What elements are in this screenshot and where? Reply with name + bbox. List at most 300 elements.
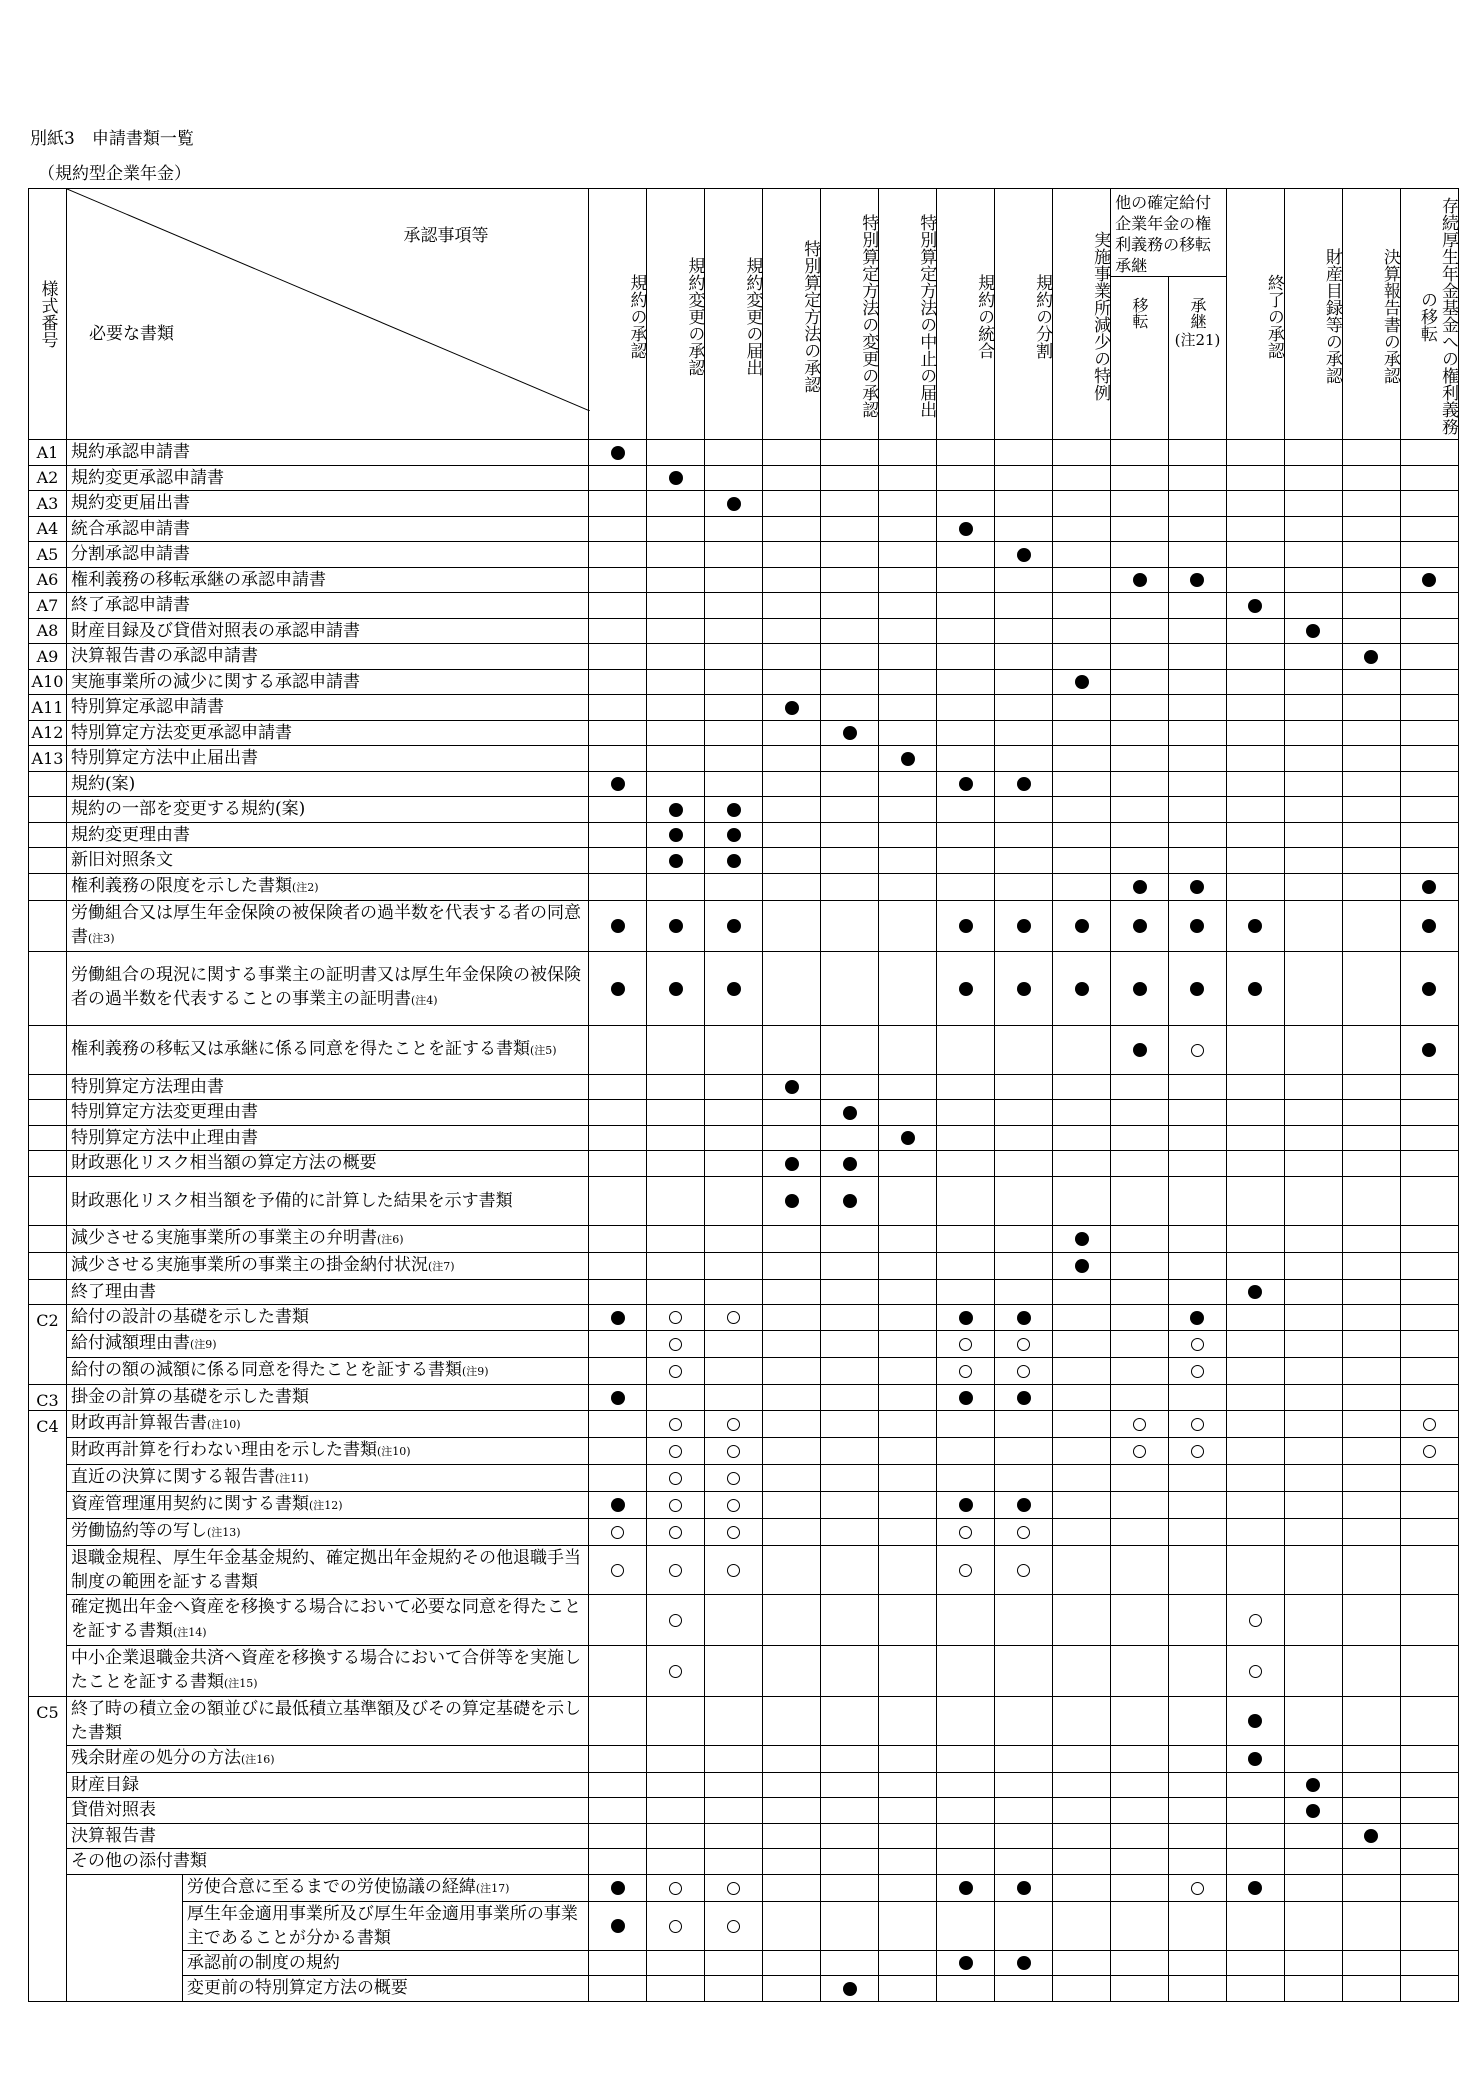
document-name: 直近の決算に関する報告書	[70, 1466, 275, 1487]
mark-cell	[1226, 1357, 1284, 1384]
filled-circle-icon	[727, 803, 741, 817]
mark-cell	[995, 1410, 1053, 1437]
mark-cell	[763, 542, 821, 568]
mark-cell	[879, 1074, 937, 1100]
mark-cell	[647, 1410, 705, 1437]
mark-cell	[647, 848, 705, 874]
mark-cell	[937, 1491, 995, 1518]
mark-cell	[995, 1950, 1053, 1976]
open-circle-icon	[727, 1526, 740, 1539]
mark-cell	[821, 1151, 879, 1177]
mark-cell	[937, 1437, 995, 1464]
mark-cell	[1342, 1384, 1400, 1410]
mark-cell	[763, 516, 821, 542]
mark-cell	[879, 1745, 937, 1772]
mark-cell	[763, 695, 821, 721]
filled-circle-icon	[1364, 650, 1378, 664]
mark-cell	[647, 669, 705, 695]
mark-cell	[821, 1696, 879, 1745]
document-cell	[66, 900, 589, 951]
mark-cell	[937, 1518, 995, 1545]
mark-cell	[1111, 516, 1169, 542]
mark-cell	[763, 848, 821, 874]
mark-cell	[589, 567, 647, 593]
mark-cell	[1226, 542, 1284, 568]
mark-cell	[1284, 797, 1342, 823]
mark-cell	[1284, 1823, 1342, 1849]
mark-cell	[1169, 542, 1227, 568]
document-cell	[182, 1874, 589, 1901]
table-row	[29, 771, 1459, 797]
mark-cell	[1284, 720, 1342, 746]
mark-cell	[1342, 900, 1400, 951]
mark-cell	[1400, 465, 1458, 491]
filled-circle-icon	[669, 803, 683, 817]
mark-cell	[937, 695, 995, 721]
open-circle-icon	[959, 1338, 972, 1351]
mark-cell	[647, 567, 705, 593]
mark-cell	[1111, 644, 1169, 670]
mark-cell	[1226, 567, 1284, 593]
document-cell	[182, 1901, 589, 1950]
mark-cell	[1400, 1594, 1458, 1645]
mark-cell	[821, 1645, 879, 1696]
document-cell	[66, 1074, 589, 1100]
mark-cell	[705, 1305, 763, 1331]
mark-cell	[1169, 618, 1227, 644]
table-row	[29, 720, 1459, 746]
mark-cell	[1226, 1901, 1284, 1950]
mark-cell	[763, 618, 821, 644]
mark-cell	[937, 1798, 995, 1824]
mark-cell	[879, 465, 937, 491]
mark-cell	[647, 1772, 705, 1798]
mark-cell	[937, 720, 995, 746]
mark-cell	[1284, 1901, 1342, 1950]
mark-cell	[589, 873, 647, 900]
open-circle-icon	[669, 1499, 682, 1512]
filled-circle-icon	[1017, 548, 1031, 562]
mark-cell	[1111, 695, 1169, 721]
mark-cell	[1284, 618, 1342, 644]
mark-cell	[1111, 1950, 1169, 1976]
document-name: 権利義務の限度を示した書類	[70, 875, 292, 896]
mark-cell	[1169, 1545, 1227, 1594]
mark-cell	[995, 1437, 1053, 1464]
open-circle-icon	[1191, 1338, 1204, 1351]
table-row	[29, 1823, 1459, 1849]
mark-cell	[705, 1225, 763, 1252]
mark-cell	[1053, 900, 1111, 951]
filled-circle-icon	[1017, 777, 1031, 791]
mark-cell	[1111, 797, 1169, 823]
mark-cell	[1111, 491, 1169, 517]
mark-cell	[879, 1849, 937, 1875]
open-circle-icon	[669, 1882, 682, 1895]
mark-cell	[1226, 669, 1284, 695]
document-cell	[66, 822, 589, 848]
mark-cell	[763, 1279, 821, 1305]
document-cell	[66, 669, 589, 695]
mark-cell	[1284, 440, 1342, 466]
form-code: A11	[29, 695, 67, 721]
mark-cell	[1169, 1100, 1227, 1126]
mark-cell	[647, 1901, 705, 1950]
mark-cell	[589, 1025, 647, 1074]
mark-cell	[821, 900, 879, 951]
mark-cell	[1169, 1225, 1227, 1252]
filled-circle-icon	[611, 982, 625, 996]
mark-cell	[647, 1823, 705, 1849]
mark-cell	[937, 1645, 995, 1696]
mark-cell	[705, 1645, 763, 1696]
mark-cell	[1400, 1976, 1458, 2002]
mark-cell	[1284, 1545, 1342, 1594]
mark-cell	[705, 491, 763, 517]
mark-cell	[937, 1357, 995, 1384]
mark-cell	[1111, 1151, 1169, 1177]
mark-cell	[1053, 542, 1111, 568]
mark-cell	[1053, 746, 1111, 772]
mark-cell	[1284, 1874, 1342, 1901]
mark-cell	[937, 593, 995, 619]
mark-cell	[763, 720, 821, 746]
document-cell	[66, 593, 589, 619]
filled-circle-icon	[843, 1982, 857, 1996]
mark-cell	[1053, 1545, 1111, 1594]
mark-cell	[821, 720, 879, 746]
mark-cell	[1226, 1176, 1284, 1225]
mark-cell	[1342, 746, 1400, 772]
open-circle-icon	[727, 1472, 740, 1485]
mark-cell	[879, 1125, 937, 1151]
mark-cell	[995, 873, 1053, 900]
col-header-8: 実施事業所減少の特例	[1053, 189, 1111, 440]
mark-cell	[1226, 516, 1284, 542]
mark-cell	[1053, 771, 1111, 797]
table-row	[29, 1798, 1459, 1824]
mark-cell	[995, 720, 1053, 746]
mark-cell	[705, 465, 763, 491]
document-name: 権利義務の移転承継の承認申請書	[70, 569, 326, 590]
document-cell	[66, 1491, 589, 1518]
mark-cell	[647, 593, 705, 619]
mark-cell	[763, 822, 821, 848]
mark-cell	[995, 1901, 1053, 1950]
filled-circle-icon	[669, 982, 683, 996]
mark-cell	[1284, 1025, 1342, 1074]
mark-cell	[1111, 1100, 1169, 1126]
mark-cell	[705, 1518, 763, 1545]
mark-cell	[1400, 516, 1458, 542]
mark-cell	[937, 1950, 995, 1976]
mark-cell	[1111, 848, 1169, 874]
footnote-ref: (注16)	[240, 1752, 275, 1766]
document-cell	[66, 1357, 589, 1384]
mark-cell	[1169, 951, 1227, 1025]
form-code	[29, 1125, 67, 1151]
mark-cell	[821, 1305, 879, 1331]
mark-cell	[1342, 797, 1400, 823]
mark-cell	[1111, 1976, 1169, 2002]
document-cell	[66, 1125, 589, 1151]
mark-cell	[1284, 1696, 1342, 1745]
mark-cell	[1169, 1125, 1227, 1151]
mark-cell	[1169, 1025, 1227, 1074]
form-code	[29, 1100, 67, 1126]
mark-cell	[821, 848, 879, 874]
mark-cell	[1169, 1696, 1227, 1745]
document-name: 決算報告書	[70, 1825, 156, 1846]
mark-cell	[1053, 1384, 1111, 1410]
mark-cell	[1284, 1594, 1342, 1645]
open-circle-icon	[1191, 1044, 1204, 1057]
col-header-3: 特別算定方法の承認	[763, 189, 821, 440]
document-cell	[66, 873, 589, 900]
mark-cell	[1053, 465, 1111, 491]
mark-cell	[995, 1849, 1053, 1875]
mark-cell	[1226, 1823, 1284, 1849]
form-code: A10	[29, 669, 67, 695]
mark-cell	[647, 1330, 705, 1357]
mark-cell	[589, 848, 647, 874]
mark-cell	[647, 1074, 705, 1100]
mark-cell	[1284, 1410, 1342, 1437]
mark-cell	[1226, 1696, 1284, 1745]
mark-cell	[763, 1518, 821, 1545]
mark-cell	[995, 822, 1053, 848]
mark-cell	[1400, 1100, 1458, 1126]
document-name: その他の添付書類	[70, 1851, 207, 1872]
filled-circle-icon	[1190, 1311, 1204, 1325]
document-cell	[66, 1252, 589, 1279]
footnote-ref: (注9)	[461, 1364, 489, 1378]
mark-cell	[647, 440, 705, 466]
mark-cell	[1342, 1437, 1400, 1464]
table-row	[29, 440, 1459, 466]
mark-cell	[763, 1950, 821, 1976]
document-cell	[66, 465, 589, 491]
document-name: 承認前の制度の規約	[186, 1952, 340, 1973]
mark-cell	[1111, 1384, 1169, 1410]
mark-cell	[1342, 1823, 1400, 1849]
mark-cell	[937, 1074, 995, 1100]
table-row	[29, 1025, 1459, 1074]
mark-cell	[1400, 1849, 1458, 1875]
mark-cell	[1111, 1125, 1169, 1151]
filled-circle-icon	[1364, 1829, 1378, 1843]
document-cell	[66, 542, 589, 568]
mark-cell	[1400, 720, 1458, 746]
document-name: 厚生年金適用事業所及び厚生年金適用事業所の事業主であることが分かる書類	[186, 1903, 578, 1948]
mark-cell	[705, 1745, 763, 1772]
mark-cell	[879, 1464, 937, 1491]
filled-circle-icon	[1190, 982, 1204, 996]
mark-cell	[589, 1901, 647, 1950]
mark-cell	[995, 1279, 1053, 1305]
mark-cell	[589, 1384, 647, 1410]
open-circle-icon	[727, 1882, 740, 1895]
open-circle-icon	[1249, 1665, 1262, 1678]
form-code	[29, 951, 67, 1025]
mark-cell	[589, 771, 647, 797]
document-cell	[66, 491, 589, 517]
transfer-group-header: 他の確定給付企業年金の権利義務の移転承継	[1111, 189, 1227, 277]
mark-cell	[589, 1305, 647, 1331]
mark-cell	[589, 1074, 647, 1100]
document-name: 終了理由書	[70, 1281, 156, 1302]
document-name: 給付の設計の基礎を示した書類	[70, 1307, 309, 1328]
filled-circle-icon	[1422, 573, 1436, 587]
mark-cell	[1169, 1874, 1227, 1901]
document-name: 統合承認申請書	[70, 518, 190, 539]
mark-cell	[1226, 720, 1284, 746]
mark-cell	[1169, 746, 1227, 772]
mark-cell	[1111, 593, 1169, 619]
mark-cell	[763, 1594, 821, 1645]
mark-cell	[647, 1437, 705, 1464]
mark-cell	[589, 1976, 647, 2002]
mark-cell	[647, 1100, 705, 1126]
document-cell	[66, 1745, 589, 1772]
document-cell	[66, 720, 589, 746]
mark-cell	[1111, 1252, 1169, 1279]
mark-cell	[1400, 1823, 1458, 1849]
mark-cell	[1284, 567, 1342, 593]
mark-cell	[589, 669, 647, 695]
mark-cell	[821, 1772, 879, 1798]
mark-cell	[763, 1330, 821, 1357]
mark-cell	[1284, 900, 1342, 951]
mark-cell	[1400, 1279, 1458, 1305]
document-name: 給付の額の減額に係る同意を得たことを証する書類	[70, 1359, 462, 1380]
mark-cell	[647, 1252, 705, 1279]
mark-cell	[1111, 771, 1169, 797]
col-header-1: 規約変更の承認	[647, 189, 705, 440]
mark-cell	[1111, 1772, 1169, 1798]
filled-circle-icon	[1017, 1498, 1031, 1512]
mark-cell	[1400, 1125, 1458, 1151]
mark-cell	[1169, 1074, 1227, 1100]
mark-cell	[1342, 1518, 1400, 1545]
mark-cell	[937, 1976, 995, 2002]
document-cell	[66, 1772, 589, 1798]
col-header-12: 財産目録等の承認	[1284, 189, 1342, 440]
mark-cell	[1284, 1849, 1342, 1875]
mark-cell	[705, 1901, 763, 1950]
mark-cell	[995, 669, 1053, 695]
mark-cell	[1342, 593, 1400, 619]
mark-cell	[821, 1874, 879, 1901]
mark-cell	[647, 1151, 705, 1177]
filled-circle-icon	[1075, 675, 1089, 689]
mark-cell	[763, 1491, 821, 1518]
mark-cell	[705, 1125, 763, 1151]
document-name: 規約(案)	[70, 773, 136, 794]
mark-cell	[763, 1225, 821, 1252]
mark-cell	[937, 1464, 995, 1491]
mark-cell	[995, 797, 1053, 823]
mark-cell	[821, 1491, 879, 1518]
mark-cell	[647, 1594, 705, 1645]
table-row	[29, 644, 1459, 670]
mark-cell	[1226, 900, 1284, 951]
mark-cell	[589, 797, 647, 823]
footnote-ref: (注10)	[206, 1417, 241, 1431]
document-cell	[66, 1176, 589, 1225]
mark-cell	[1226, 746, 1284, 772]
document-name: 特別算定方法中止理由書	[70, 1127, 258, 1148]
mark-cell	[1400, 1745, 1458, 1772]
mark-cell	[763, 1874, 821, 1901]
mark-cell	[821, 1437, 879, 1464]
mark-cell	[1169, 1950, 1227, 1976]
mark-cell	[879, 1874, 937, 1901]
mark-cell	[995, 1696, 1053, 1745]
table-row	[29, 1305, 1459, 1331]
mark-cell	[763, 1100, 821, 1126]
mark-cell	[1111, 900, 1169, 951]
mark-cell	[589, 1823, 647, 1849]
mark-cell	[821, 873, 879, 900]
document-name: 特別算定方法中止届出書	[70, 748, 258, 769]
mark-cell	[1111, 1330, 1169, 1357]
table-row	[29, 1745, 1459, 1772]
mark-cell	[647, 1464, 705, 1491]
mark-cell	[1400, 1252, 1458, 1279]
filled-circle-icon	[1248, 1285, 1262, 1299]
mark-cell	[1342, 669, 1400, 695]
mark-cell	[647, 873, 705, 900]
mark-cell	[995, 1798, 1053, 1824]
document-name: 決算報告書の承認申請書	[70, 646, 258, 667]
mark-cell	[1284, 516, 1342, 542]
mark-cell	[1284, 746, 1342, 772]
form-code	[29, 1151, 67, 1177]
mark-cell	[1226, 1125, 1284, 1151]
mark-cell	[879, 900, 937, 951]
mark-cell	[1169, 593, 1227, 619]
filled-circle-icon	[959, 1881, 973, 1895]
mark-cell	[589, 618, 647, 644]
mark-cell	[589, 593, 647, 619]
mark-cell	[879, 1151, 937, 1177]
mark-cell	[705, 1279, 763, 1305]
mark-cell	[647, 1950, 705, 1976]
mark-cell	[1284, 1745, 1342, 1772]
mark-cell	[763, 1176, 821, 1225]
mark-cell	[1400, 1645, 1458, 1696]
mark-cell	[995, 618, 1053, 644]
mark-cell	[1284, 1330, 1342, 1357]
document-cell	[66, 1384, 589, 1410]
mark-cell	[1111, 1518, 1169, 1545]
mark-cell	[589, 1357, 647, 1384]
mark-cell	[647, 1384, 705, 1410]
form-code	[29, 900, 67, 951]
mark-cell	[995, 1772, 1053, 1798]
mark-cell	[1284, 1279, 1342, 1305]
mark-cell	[821, 695, 879, 721]
mark-cell	[1226, 1745, 1284, 1772]
mark-cell	[937, 822, 995, 848]
mark-cell	[1226, 873, 1284, 900]
table-row	[29, 465, 1459, 491]
open-circle-icon	[1249, 1614, 1262, 1627]
mark-cell	[1053, 1410, 1111, 1437]
mark-cell	[995, 1176, 1053, 1225]
mark-cell	[879, 848, 937, 874]
